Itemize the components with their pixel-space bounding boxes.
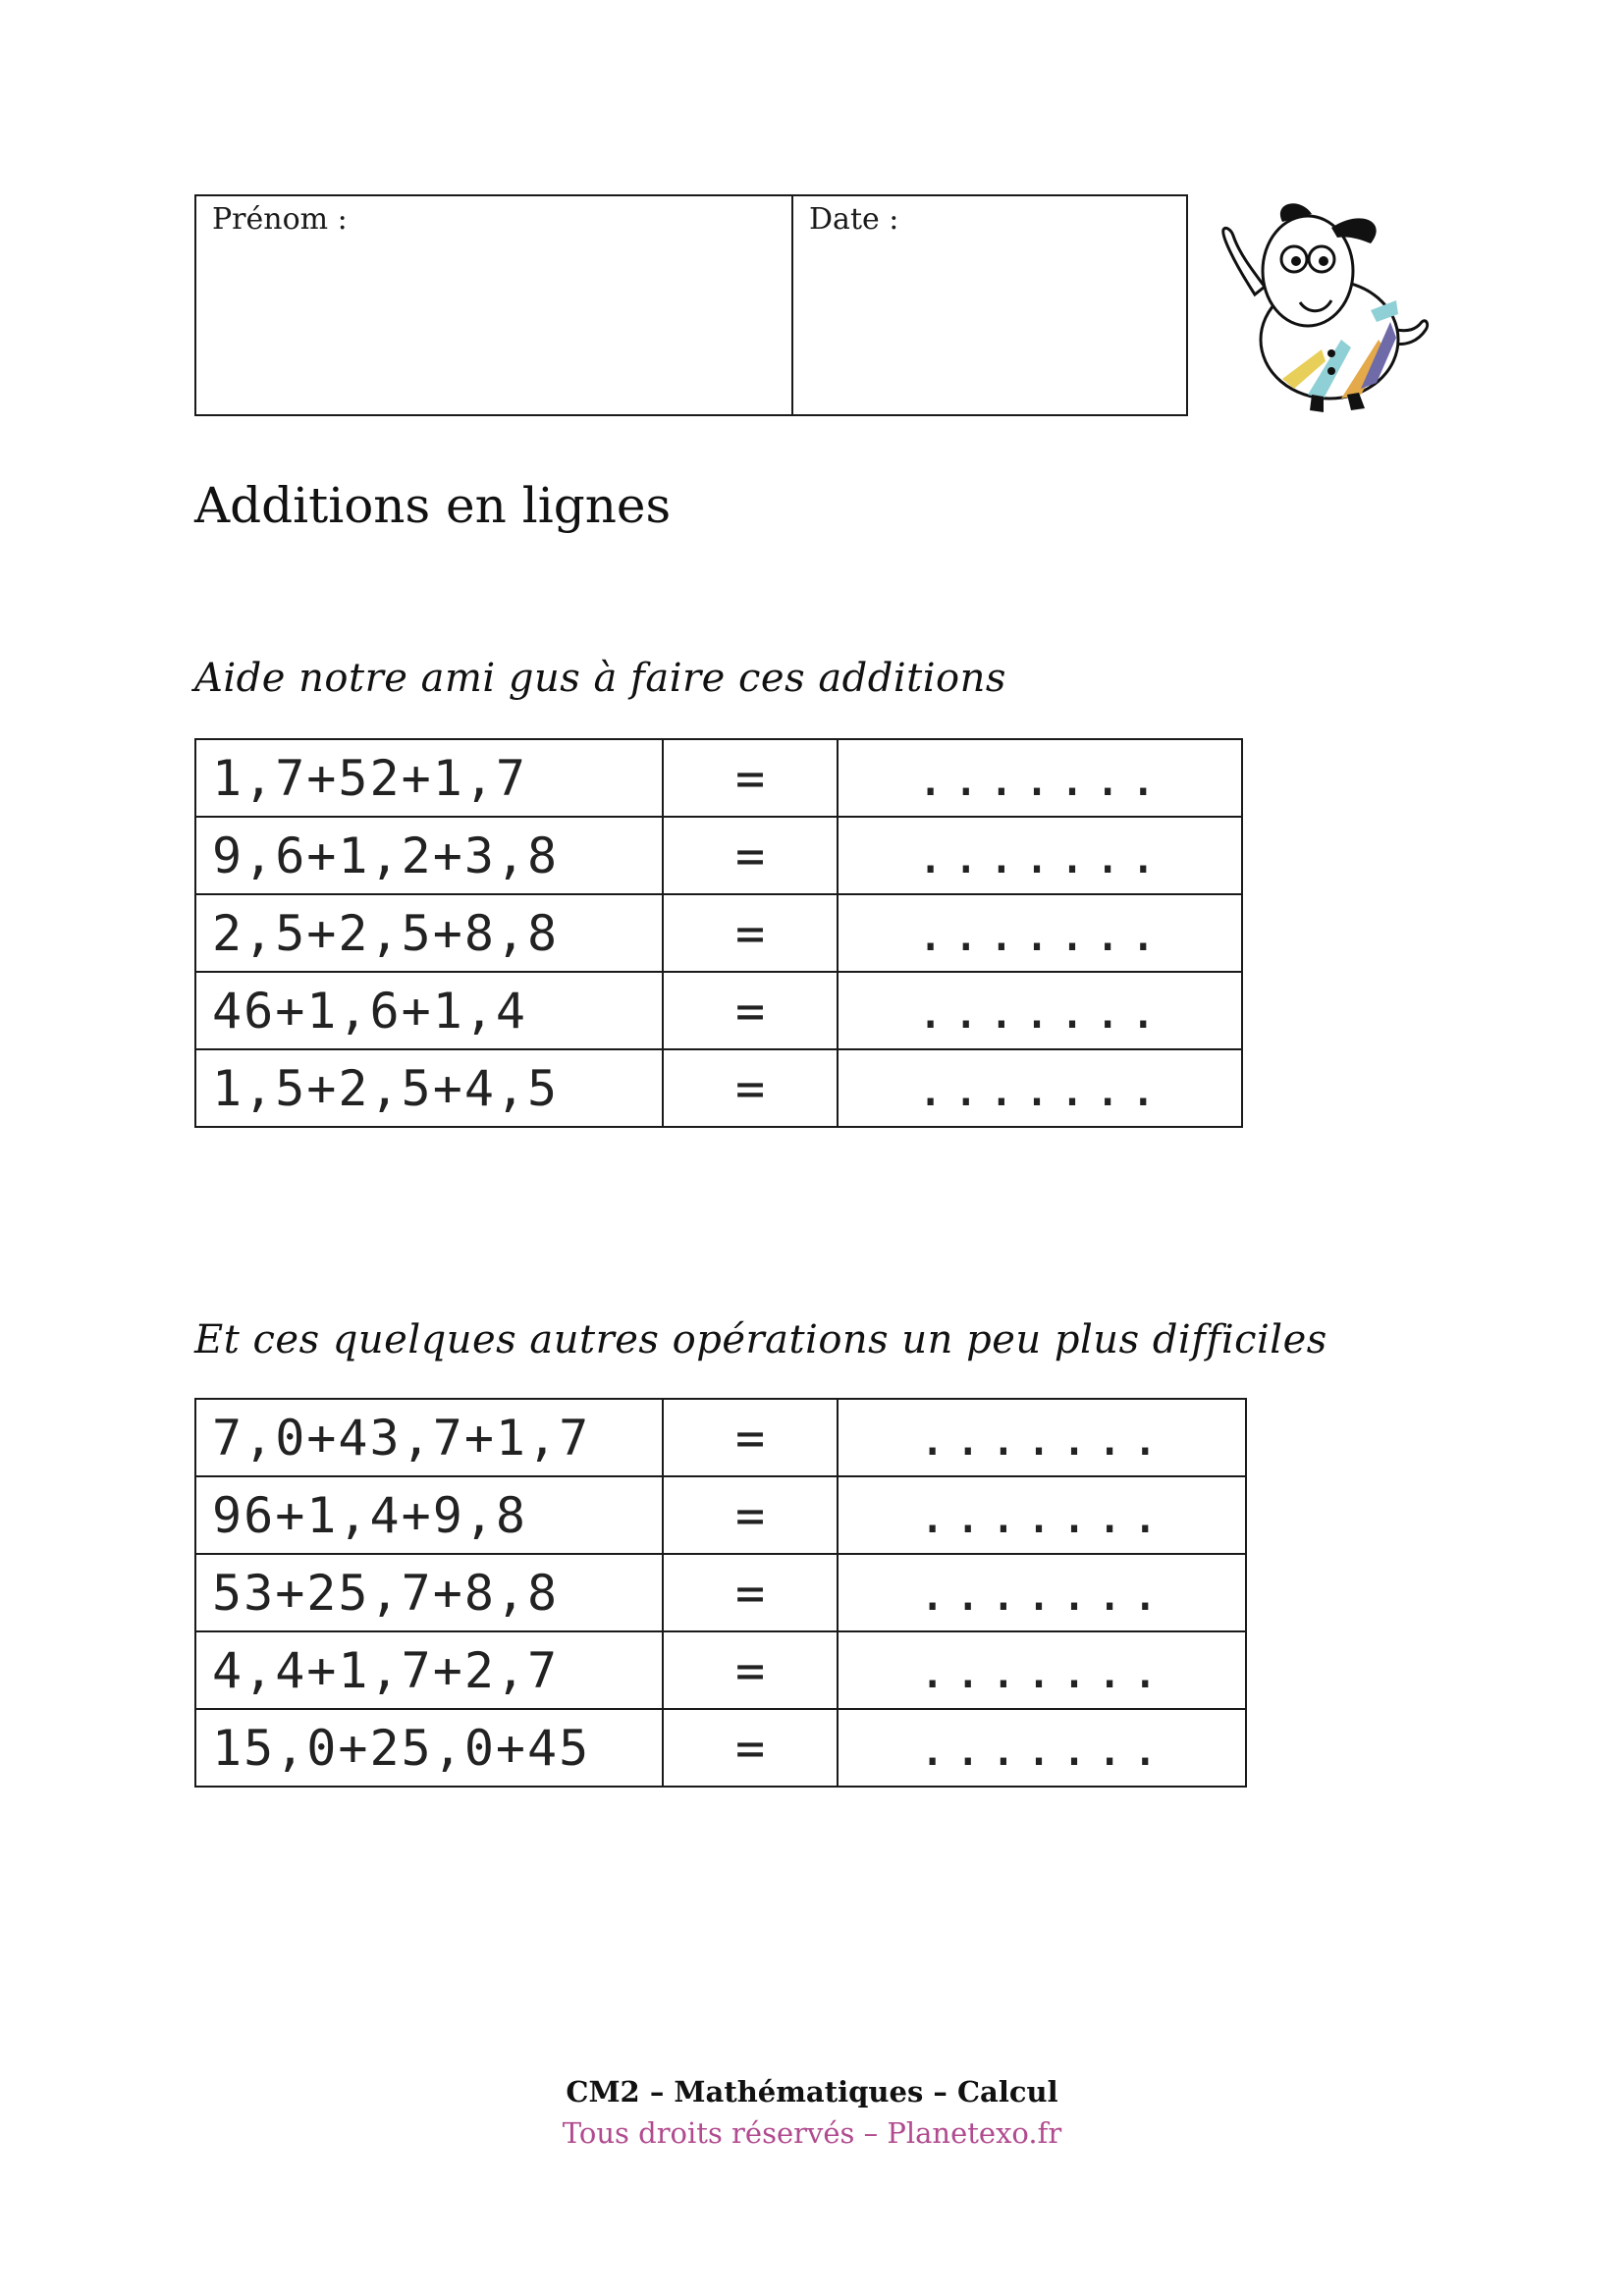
expression-cell: 46+1,6+1,4 <box>195 972 663 1049</box>
answer-cell[interactable]: ....... <box>838 1709 1246 1787</box>
answer-cell[interactable]: ....... <box>838 817 1242 894</box>
expression-cell: 2,5+2,5+8,8 <box>195 894 663 972</box>
answer-cell[interactable]: ....... <box>838 972 1242 1049</box>
date-label: Date : <box>809 202 899 237</box>
student-info-table <box>194 194 1188 416</box>
additions-table-2 <box>194 1398 1247 1788</box>
table-row <box>195 1554 1246 1631</box>
footer-copyright: Tous droits réservés – Planetexo.fr <box>562 2116 1062 2150</box>
table-row <box>195 1049 1242 1127</box>
section2-instruction: Et ces quelques autres opérations un peu plus difficiles <box>194 1317 1327 1362</box>
expression-cell: 1,5+2,5+4,5 <box>195 1049 663 1127</box>
table-row <box>195 894 1242 972</box>
expression-cell: 53+25,7+8,8 <box>195 1554 663 1631</box>
equals-cell: = <box>663 1476 838 1554</box>
answer-cell[interactable]: ....... <box>838 1049 1242 1127</box>
equals-cell: = <box>663 1709 838 1787</box>
answer-cell[interactable]: ....... <box>838 1476 1246 1554</box>
page-title: Additions en lignes <box>194 477 672 534</box>
prenom-field[interactable] <box>195 195 792 415</box>
table-row <box>195 817 1242 894</box>
equals-cell: = <box>663 1631 838 1709</box>
equals-cell: = <box>663 1554 838 1631</box>
table-row <box>195 1709 1246 1787</box>
table-row <box>195 739 1242 817</box>
answer-cell[interactable]: ....... <box>838 1631 1246 1709</box>
expression-cell: 9,6+1,2+3,8 <box>195 817 663 894</box>
equals-cell: = <box>663 1049 838 1127</box>
answer-cell[interactable]: ....... <box>838 894 1242 972</box>
expression-cell: 4,4+1,7+2,7 <box>195 1631 663 1709</box>
equals-cell: = <box>663 817 838 894</box>
expression-cell: 96+1,4+9,8 <box>195 1476 663 1554</box>
gus-sheep-mascot-icon <box>1214 192 1441 420</box>
table-row <box>195 1476 1246 1554</box>
equals-cell: = <box>663 1399 838 1476</box>
expression-cell: 7,0+43,7+1,7 <box>195 1399 663 1476</box>
table-row <box>195 1631 1246 1709</box>
equals-cell: = <box>663 972 838 1049</box>
equals-cell: = <box>663 894 838 972</box>
footer-course: CM2 – Mathématiques – Calcul <box>566 2075 1058 2109</box>
answer-cell[interactable]: ....... <box>838 1554 1246 1631</box>
table-row <box>195 972 1242 1049</box>
section1-instruction: Aide notre ami gus à faire ces additions <box>194 656 1006 701</box>
additions-table-1 <box>194 738 1243 1128</box>
date-field[interactable] <box>792 195 1187 415</box>
answer-cell[interactable]: ....... <box>838 1399 1246 1476</box>
equals-cell: = <box>663 739 838 817</box>
expression-cell: 15,0+25,0+45 <box>195 1709 663 1787</box>
table-row <box>195 1399 1246 1476</box>
prenom-label: Prénom : <box>212 202 348 237</box>
expression-cell: 1,7+52+1,7 <box>195 739 663 817</box>
answer-cell[interactable]: ....... <box>838 739 1242 817</box>
